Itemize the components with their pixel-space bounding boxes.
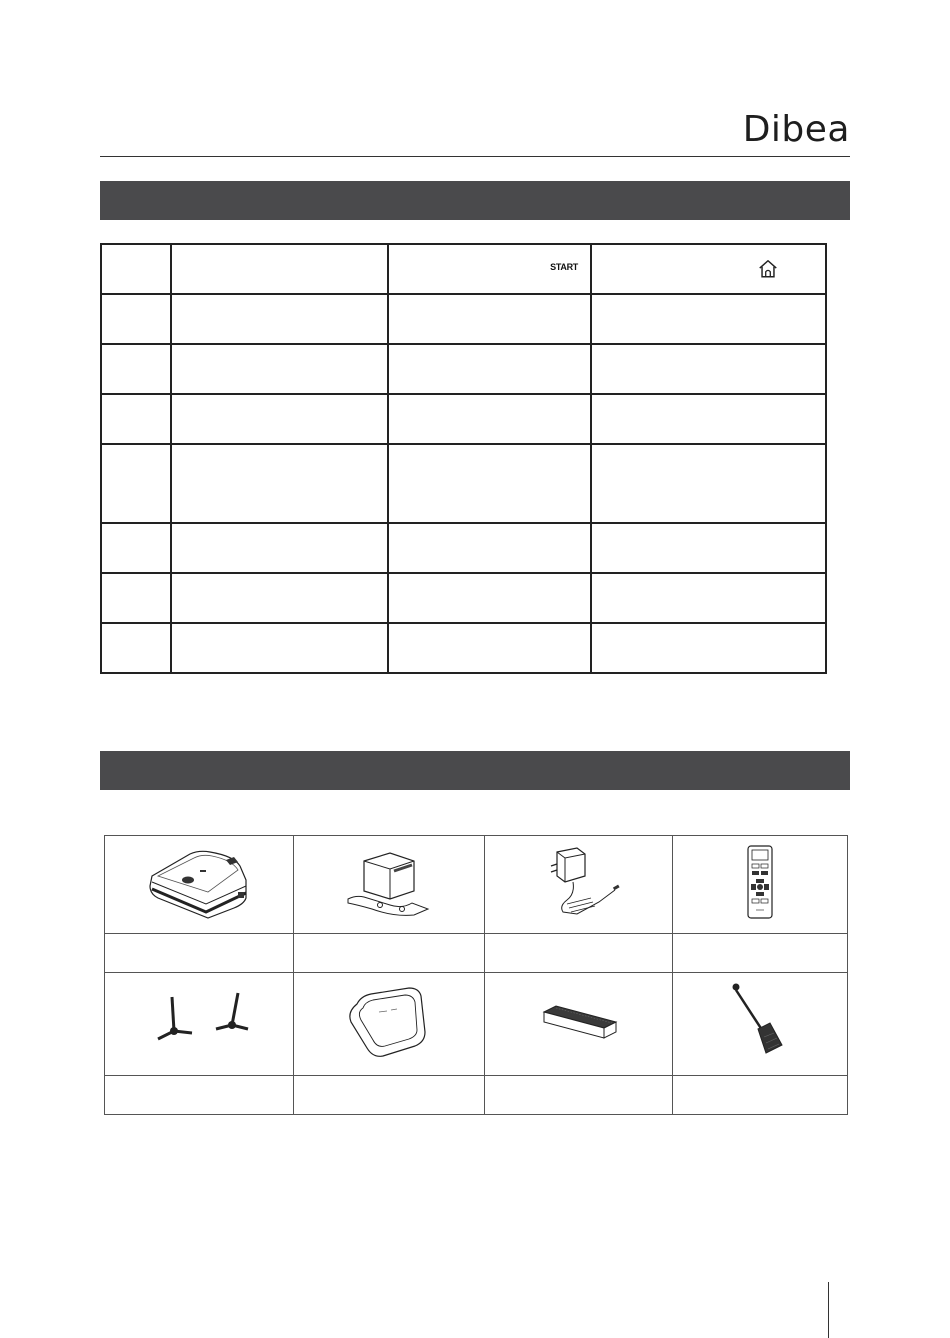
- accessory-label-cell: [105, 1076, 294, 1115]
- page-number-divider: [828, 1282, 829, 1338]
- accessory-label-cell: [294, 1076, 485, 1115]
- table-cell: [101, 294, 171, 344]
- accessory-image-row: [105, 973, 848, 1076]
- table-cell: [388, 523, 591, 573]
- cleaning-brush-icon: [720, 977, 800, 1067]
- accessories-table: [104, 835, 848, 1115]
- table-row: [101, 444, 826, 523]
- accessory-label-row: [105, 1076, 848, 1115]
- table-cell: [101, 244, 171, 294]
- power-adapter-icon: [529, 842, 629, 922]
- accessory-cell: [485, 836, 673, 934]
- table-cell: [171, 344, 388, 394]
- accessory-cell: [485, 973, 673, 1076]
- table-cell: [101, 523, 171, 573]
- table-cell: [101, 623, 171, 673]
- remote-control-icon: [740, 842, 780, 922]
- accessory-label-cell: [294, 934, 485, 973]
- table-cell: [101, 344, 171, 394]
- table-cell: [591, 294, 826, 344]
- table-cell: [171, 444, 388, 523]
- table-header-home: [591, 244, 826, 294]
- accessory-label-cell: [105, 934, 294, 973]
- table-cell: [388, 394, 591, 444]
- table-cell: [591, 573, 826, 623]
- table-cell: [171, 394, 388, 444]
- accessory-cell: [294, 836, 485, 934]
- table-cell: [388, 623, 591, 673]
- table-cell: [171, 244, 388, 294]
- accessory-label-cell: [673, 934, 848, 973]
- table-row: [101, 394, 826, 444]
- accessory-cell: [294, 973, 485, 1076]
- accessory-cell: [673, 836, 848, 934]
- table-cell: [171, 523, 388, 573]
- table-row: [101, 623, 826, 673]
- accessory-image-row: [105, 836, 848, 934]
- table-cell: [171, 573, 388, 623]
- accessory-label-row: [105, 934, 848, 973]
- header-divider: [100, 156, 850, 157]
- section-header-band-accessories: [100, 751, 850, 790]
- table-cell: [388, 344, 591, 394]
- table-row: [101, 344, 826, 394]
- table-cell: [591, 623, 826, 673]
- table-header-row: [101, 244, 826, 294]
- table-cell: [101, 573, 171, 623]
- accessory-cell: [105, 836, 294, 934]
- table-cell: [388, 294, 591, 344]
- table-cell: [591, 344, 826, 394]
- start-button-label: START: [550, 262, 578, 272]
- function-table: [100, 243, 827, 674]
- table-cell: [171, 623, 388, 673]
- side-brushes-icon: [134, 987, 264, 1057]
- home-icon: [757, 258, 779, 280]
- water-tank-pad-icon: [339, 982, 439, 1062]
- filter-icon: [534, 992, 624, 1052]
- table-row: [101, 523, 826, 573]
- table-row: [101, 573, 826, 623]
- table-cell: [591, 523, 826, 573]
- charging-dock-icon: [344, 847, 434, 917]
- table-cell: [591, 394, 826, 444]
- table-cell: [101, 444, 171, 523]
- table-cell: [388, 444, 591, 523]
- table-header-start: [388, 244, 591, 294]
- table-cell: [388, 573, 591, 623]
- accessory-label-cell: [485, 934, 673, 973]
- table-cell: [591, 444, 826, 523]
- table-cell: [171, 294, 388, 344]
- table-cell: [101, 394, 171, 444]
- table-row: [101, 294, 826, 344]
- accessory-label-cell: [485, 1076, 673, 1115]
- accessory-label-cell: [673, 1076, 848, 1115]
- accessory-cell: [673, 973, 848, 1076]
- accessory-cell: [105, 973, 294, 1076]
- brand-logo: Dibea: [742, 109, 850, 150]
- robot-vacuum-icon: [144, 842, 254, 922]
- section-header-band-functions: [100, 181, 850, 220]
